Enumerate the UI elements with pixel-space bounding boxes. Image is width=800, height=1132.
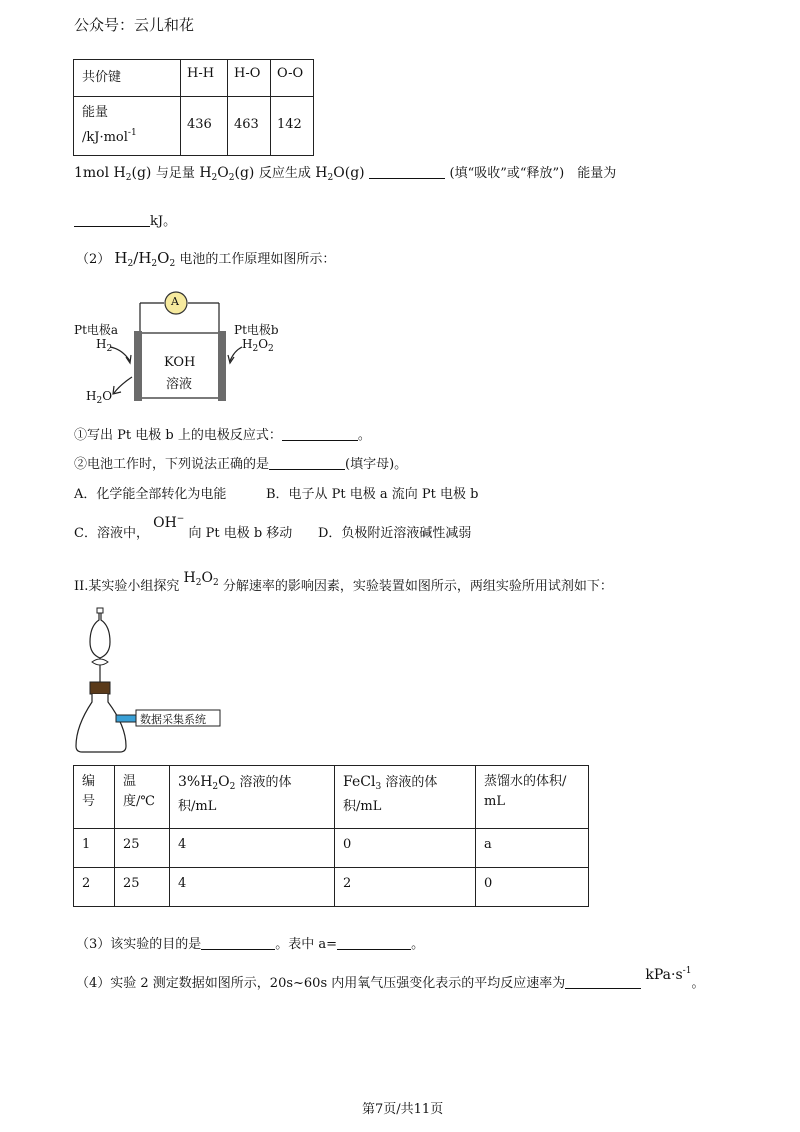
table-row [74,829,589,868]
option-c-prefix: C．溶液中， [74,526,149,541]
table-header-cell: H-H [181,60,228,97]
table-row [74,766,589,829]
formula-sub: 2 [228,173,235,183]
formula-h2o: H [315,165,328,181]
option-c [74,514,293,541]
formula-sub: 2 [327,173,334,183]
header-h2o2-volume: $3\%H_2O_2$ 溶液的体 积/mL [170,766,335,829]
table-cell: 4 [170,829,335,868]
apparatus-svg [72,606,232,756]
header-number: 编 号 [74,766,115,829]
formula-h2o2: H [138,249,152,267]
bond-energy-table [73,59,314,156]
energy-label-cell [74,97,181,156]
ammeter-label: A [171,295,179,308]
formula-h2o-o: O [333,165,345,181]
formula-h2o2-o: O [217,165,229,181]
formula-sub: 2 [127,259,134,269]
hydroxide-ion: OH− [153,514,185,531]
formula-sub: 2 [169,259,176,269]
table-cell: 0 [335,829,476,868]
option-a: A．化学能全部转化为电能 [74,487,227,502]
header-water-volume: 蒸馏水的体积/ mL [476,766,589,829]
q3-line [76,933,424,952]
table-cell: 142 [271,97,314,156]
answer-blank[interactable] [201,937,275,950]
part2-text: 分解速率的影响因素，实验装置如图所示，两组实验所用试剂如下： [222,579,613,594]
table-cell: 2 [74,868,115,907]
answer-blank[interactable] [282,428,358,441]
formula-sub: 2 [211,173,218,183]
sub-q1-text: ①写出 Pt 电极 b 上的电极反应式： [74,428,282,443]
h2-label: $H_2$ [96,337,113,354]
table-cell: 25 [115,829,170,868]
q4-text: （4）实验 2 测定数据如图所示，20s~60s 内用氧气压强变化表示的平均反应速率为 [76,976,566,991]
apparatus-diagram [72,606,232,756]
q3-tail: 。 [411,937,425,952]
q2-line [76,248,335,269]
energy-label-unit: /kJ·mol [82,130,128,145]
sub-q2-text: ②电池工作时，下列说法正确的是 [74,457,270,472]
formula-h2o2-o: O [157,249,170,267]
electrolyte-label-1: KOH [164,355,196,370]
table-header-cell: 共价键 [74,60,181,97]
formula-h2o2: $H_2O_2$ [183,570,219,588]
table-cell: 4 [170,868,335,907]
option-b: B．电子从 Pt 电极 a 流向 Pt 电极 b [266,487,479,502]
formula-sub: 2 [151,259,158,269]
water-label: $H_2O$ [86,389,113,406]
table-cell: 436 [181,97,228,156]
part2-prefix: II.某实验小组探究 [74,579,180,594]
experiment-table [73,765,589,907]
header-temperature: 温 度/℃ [115,766,170,829]
q1-mid1: 与足量 [155,166,195,181]
page-header: 公众号：云儿和花 [74,16,195,34]
stopper [90,682,110,694]
q1-tail: (填“吸收”或“释放”) 能量为 [449,166,617,181]
electrolyte-label-2: 溶液 [166,377,193,392]
formula-h2o2: H [199,165,212,181]
table-cell: 2 [335,868,476,907]
table-cell: 463 [228,97,271,156]
q1-mid2: 反应生成 [258,166,311,181]
q1-line [74,162,616,183]
table-cell: 25 [115,868,170,907]
table-row [74,97,314,156]
table-row [74,868,589,907]
sub-q2-tail: (填字母)。 [345,457,408,472]
table-header-cell: O-O [271,60,314,97]
energy-label-line1: 能量 [82,105,109,120]
table-cell: a [476,829,589,868]
flask-icon [76,694,126,752]
state-label: (g) [344,165,365,181]
answer-blank[interactable] [337,937,411,950]
funnel-icon [90,612,110,658]
q2-text: 电池的工作原理如图所示： [179,252,336,267]
part2-line [74,570,613,596]
q3-mid: 。表中 a= [275,937,338,952]
sub-q1-tail: 。 [357,428,371,443]
answer-blank[interactable] [74,214,150,227]
formula-slash: / [133,249,139,267]
formula-h2: H [114,249,128,267]
q3-text: （3）该实验的目的是 [76,937,202,952]
state-label: (g) [234,165,255,181]
header-fecl3-volume: FeCl$_3$ 溶液的体 积/mL [335,766,476,829]
tube [116,715,136,722]
answer-blank[interactable] [565,976,641,989]
table-cell: 0 [476,868,589,907]
page-footer: 第7页/共11页 [362,1102,444,1117]
formula-sub: 2 [125,173,132,183]
q2-number: （2） [76,252,111,267]
q4-line [76,966,705,991]
option-d: D．负极附近溶液碱性减弱 [318,526,472,541]
energy-label-sup: -1 [127,128,137,138]
table-header-cell: H-O [228,60,271,97]
formula-h2: H [113,165,126,181]
table-cell: 1 [74,829,115,868]
q1-line2 [74,210,176,229]
sub-q2 [74,453,407,472]
q1-line2-tail: kJ。 [150,214,177,229]
sub-q1 [74,424,371,443]
h2o2-label: $H_2O_2$ [242,337,274,354]
electrode-b [218,331,226,401]
electrode-a-label: Pt电极a [74,323,119,337]
electrode-b-label: Pt电极b [234,323,279,337]
electrode-a [134,331,142,401]
battery-diagram [70,285,290,410]
option-c-tail: 向 Pt 电极 b 移动 [188,526,293,541]
state-label: (g) [131,165,152,181]
table-row [74,60,314,97]
q1-prefix: 1mol [74,165,110,181]
rate-unit: $kPa\cdot s^{-1}$ [645,966,692,983]
answer-blank[interactable] [269,457,345,470]
answer-blank[interactable] [369,166,445,179]
data-system-label: 数据采集系统 [140,713,206,726]
q4-tail: 。 [691,976,705,991]
